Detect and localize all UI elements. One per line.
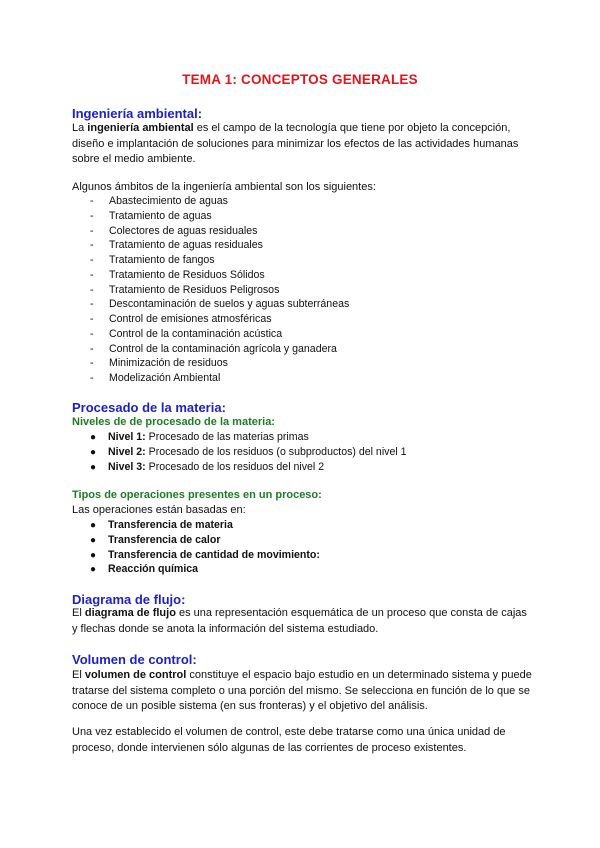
level-label: Nivel 2: [108, 445, 146, 458]
heading-volumen-control: Volumen de control: [72, 652, 197, 667]
list-item-text: Tratamiento de aguas residuales [109, 239, 263, 252]
dash-marker: - [90, 268, 94, 281]
dash-marker: - [90, 209, 94, 222]
bullet-marker: ● [90, 564, 97, 576]
list-item-text: Descontaminación de suelos y aguas subterráneas [109, 298, 350, 311]
dash-marker: - [90, 254, 94, 266]
operaciones-intro: Las operaciones están basadas en: [72, 504, 246, 516]
level-text: Procesado de los residuos del nivel 2 [145, 460, 325, 473]
list-item [90, 548, 320, 563]
bullet-marker: ● [90, 461, 97, 473]
list-item [90, 297, 349, 312]
list-item-text: Control de la contaminación agrícola y ganadera [109, 342, 337, 355]
list-item [90, 518, 320, 533]
dash-marker: - [90, 313, 94, 325]
heading-ingenieria-ambiental: Ingeniería ambiental: [72, 106, 203, 121]
list-item [90, 283, 349, 298]
list-item-text: Tratamiento de Residuos Peligrosos [109, 283, 280, 296]
list-item-text: Tratamiento de fangos [109, 254, 215, 266]
list-item-text: Control de emisiones atmosféricas [109, 313, 272, 325]
dash-marker: - [90, 298, 94, 311]
list-intro: Algunos ámbitos de la ingeniería ambiental son los siguientes: [72, 181, 376, 193]
dash-marker: - [90, 372, 94, 384]
paragraph-text: constituye el espacio bajo estudio en un determinado sistema y puede tratarse del sistema completo o una porción del mismo. Se selecciona en función de lo que se conoce de un posible sistema (en sus fronteras) y el objetivo del análisis. [72, 669, 532, 712]
list-item [90, 342, 349, 357]
paragraph-diagrama-flujo [72, 606, 532, 637]
heading-procesado-materia: Procesado de la materia: [72, 400, 226, 415]
operaciones-list [90, 518, 320, 577]
list-item [90, 312, 349, 327]
list-item-text: Colectores de aguas residuales [109, 224, 258, 237]
term-volumen-control: volumen de control [84, 669, 187, 681]
paragraph-text: La [72, 122, 88, 134]
level-label: Nivel 3: [108, 460, 146, 473]
list-item [90, 253, 349, 268]
list-item-text: Modelización Ambiental [109, 372, 221, 384]
list-item-text: Tratamiento de Residuos Sólidos [109, 268, 265, 281]
bullet-marker: ● [90, 520, 97, 531]
paragraph-text: es el campo de la tecnología que tiene por objeto la concepción, diseño e implantación de soluciones para minimizar los efectos de las actividades humanas sobre el medio ambiente. [72, 122, 519, 165]
list-item-text: Tratamiento de aguas [109, 209, 212, 222]
dash-marker: - [90, 342, 94, 355]
dash-marker: - [90, 224, 94, 237]
dash-marker: - [90, 283, 94, 296]
operation-text: Transferencia de calor [108, 533, 221, 546]
operation-text: Transferencia de materia [108, 519, 233, 531]
level-label: Nivel 1: [108, 431, 146, 443]
term-diagrama-flujo: diagrama de flujo [84, 607, 176, 619]
niveles-list [90, 430, 407, 474]
level-text: Procesado de las materias primas [145, 431, 309, 443]
dash-marker: - [90, 195, 94, 207]
term-ingenieria-ambiental: ingeniería ambiental [87, 122, 194, 134]
bullet-marker: ● [90, 549, 97, 561]
document-title: TEMA 1: CONCEPTOS GENERALES [182, 72, 418, 87]
paragraph-ingenieria-ambiental [72, 121, 532, 168]
bullet-marker: ● [90, 446, 97, 458]
level-text: Procesado de los residuos (o subproductos) del nivel 1 [145, 445, 407, 458]
list-item [90, 194, 349, 209]
list-item-text: Control de la contaminación acústica [109, 327, 283, 340]
list-item [90, 356, 349, 371]
list-item [90, 209, 349, 224]
dash-marker: - [90, 327, 94, 340]
dash-marker: - [90, 357, 94, 370]
list-item [90, 562, 320, 577]
subheading-niveles: Niveles de de procesado de la materia: [72, 416, 275, 428]
paragraph-text: es una representación esquemática de un proceso que consta de cajas y flechas donde se anota la información del sistema estudiado. [72, 607, 527, 635]
subheading-tipos-operaciones: Tipos de operaciones presentes en un proceso: [72, 489, 322, 501]
bullet-marker: ● [90, 432, 97, 443]
ambitos-list [90, 194, 349, 386]
list-item [90, 430, 407, 445]
list-item [90, 533, 320, 548]
paragraph-volumen-control [72, 668, 532, 715]
paragraph-text: El [72, 669, 85, 681]
list-item-text: Abastecimiento de aguas [109, 195, 228, 207]
bullet-marker: ● [90, 534, 97, 546]
operation-text: Reacción química [108, 563, 199, 576]
dash-marker: - [90, 239, 94, 252]
paragraph-volumen-control-2: Una vez establecido el volumen de control, este debe tratarse como una única unidad de proceso, donde intervienen sólo algunas de las corrientes de proceso existentes. [72, 726, 506, 754]
heading-diagrama-flujo: Diagrama de flujo: [72, 592, 186, 607]
list-item [90, 238, 349, 253]
paragraph-text: El [72, 607, 85, 619]
list-item [90, 224, 349, 239]
list-item [90, 327, 349, 342]
list-item [90, 268, 349, 283]
list-item [90, 460, 407, 475]
list-item [90, 371, 349, 386]
list-item-text: Minimización de residuos [109, 357, 228, 370]
operation-text: Transferencia de cantidad de movimiento: [108, 548, 320, 561]
list-item [90, 445, 407, 460]
